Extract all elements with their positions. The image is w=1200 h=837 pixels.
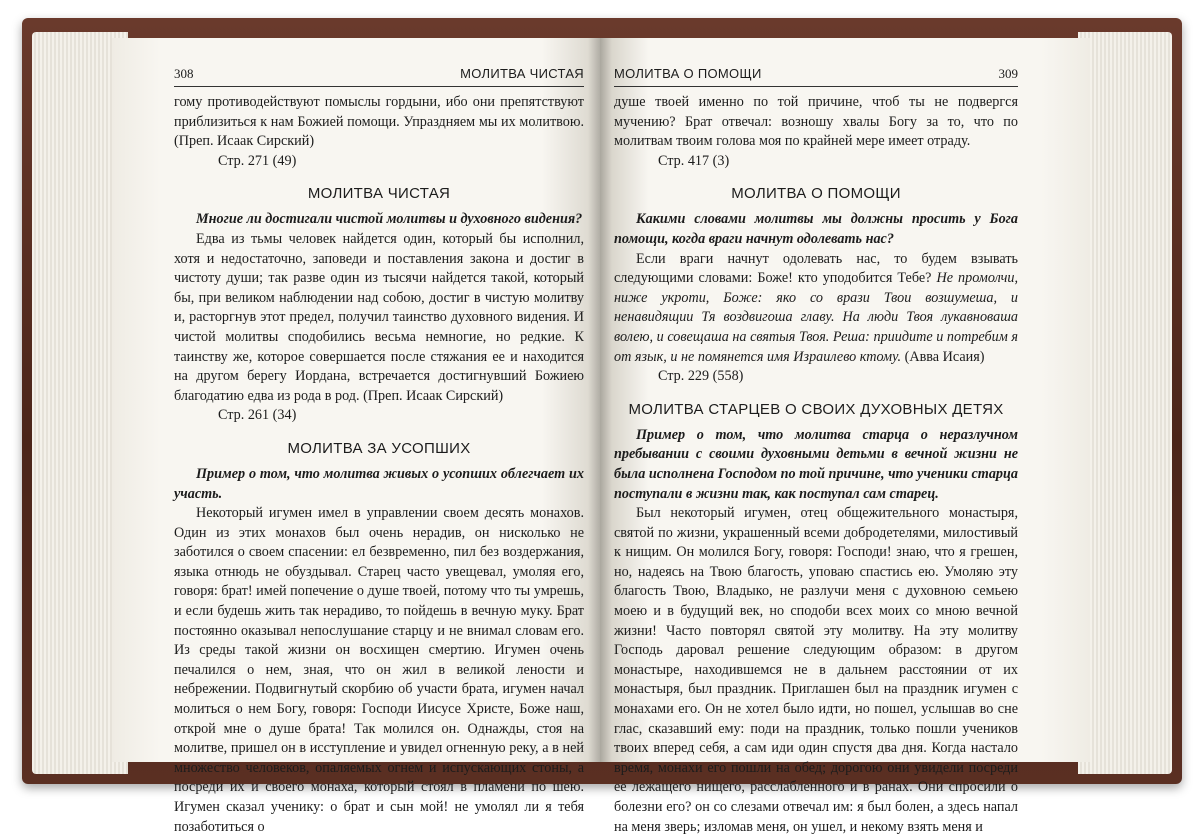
right-body bbox=[614, 93, 1018, 837]
right-running-title: МОЛИТВА О ПОМОЩИ bbox=[614, 66, 762, 81]
left-body bbox=[174, 93, 584, 837]
right-running-head bbox=[614, 66, 1018, 87]
section-text-departed: Некоторый игумен имел в управлении своем десять монахов. Один из этих монахов был очень нерадив, он нисколько не заботился о своем спасении: ел безвременно, пил без воздержания, языка отнюдь не обуздывал. Старец часто увещевал, умоляя его, говоря: брат! имей попечение о душе твоей, потому что ты умрешь, и если будешь жить так нерадиво, то пойдешь в вечную муку. Брат постоянно оказывал непослушание старцу и не внимал словам его. Из среды такой жизни он восхищен смертию. Игумен очень печалился о нем, зная, что он жил в великой лености и небрежении. Подвигнутый скорбию об участи брата, игумен начал молиться о нем Богу, говоря: Господи Иисусе Христе, Боже наш, открой мне о душе брата! Так молился он. Однажды, стоя на молитве, пришел он в исступление и увидел огненную реку, а в ней множество человеков, опаляемых огнем и испускающих стоны, а посреди их и своего монаха, который стоял в пламени по шею. Игумен сказал ученику: о брат и сын мой! не умолял ли я тебя позаботиться о bbox=[174, 505, 584, 835]
right-continuation-ref: Стр. 417 (3) bbox=[658, 152, 730, 169]
left-continuation-ref: Стр. 271 (49) bbox=[218, 152, 297, 169]
left-page bbox=[112, 38, 600, 835]
right-page bbox=[600, 38, 1090, 835]
section-title-pure-prayer: МОЛИТВА ЧИСТАЯ bbox=[307, 185, 451, 203]
left-running-head bbox=[174, 66, 584, 87]
section-text-elders-prayer: Был некоторый игумен, отец общежительного монастыря, святой по жизни, украшенный всеми добродетелями, милостивый к нищим. Он молился Богу, говоря: Господи! знаю, что я грешен, но, надеясь на Твою благость, уповаю спастись ею. Умоляю эту благость Твою, Владыко, не разлучи меня с духовною семьею моею и в будущий век, но сподоби всех моих со мною вечной жизни! Часто повторял святой эту молитву. На эту молитву Господь даровал решение следующим образом: в другом монастыре, находившемся не в дальнем расстоянии от их монастыря, был праздник. Приглашен был на праздник игумен с монахами его. Он не хотел было идти, но пошел, услышав во сне глас, сказавший ему: поди на праздник, только пошли учеников твоих вперед себя, а сам иди один спустя два дня. Когда настало время, монахи его пошли на обед; дорогою они увидели посреди ее лежащего нищего, расслабленного и в ранах. Они спросили о болезни его? он со слезами отвечал им: я был болен, а здесь напал на меня зверь; изломав меня, он ушел, и некому взять меня и bbox=[614, 505, 1018, 835]
left-page-number: 308 bbox=[174, 66, 194, 81]
section-title-departed: МОЛИТВА ЗА УСОПШИХ bbox=[287, 439, 471, 457]
section-ref-pure-prayer: Стр. 261 (34) bbox=[218, 407, 297, 424]
page-edges-right bbox=[1078, 32, 1172, 774]
section-text-pure-prayer: Едва из тьмы человек найдется один, который бы исполнил, хотя и недостаточно, заповеди и поставления закона и достиг в чистоту души; так разве один из тысячи найдется такой, который бы, при великом наблюдении над собою, достиг в чистую молитву и, расторгнув этот предел, получил таинство духовного видения. И чистой молитвы сподобились весьма немногие, но редкие. К таинству же, которое совершается после стяжания ее и находится на другом берегу Иордана, встречается достигнувший Божиею благодатию едва из рода в род. (Преп. Исаак Сирский) bbox=[174, 230, 584, 404]
section-question-elders-prayer: Пример о том, что молитва старца о неразлучном пребывании с своими духовными детьми в вечной жизни не была исполнена Господом по той причине, что ученики старца поступали в жизни так, как поступал сам старец. bbox=[614, 426, 1018, 502]
help-prayer-source: (Авва Исаия) bbox=[904, 348, 985, 365]
help-prayer-psalm-quote: Не промолчи, ниже укроти, Боже: яко со врази Твои возшумеша, и ненавидящии Тя воздвигоша главу. На люди Твоя лукавноваша волею, и совещаша на святыя Твоя. Реша: приидите и потребим я от язык, и не помянется имя Израилево ктому. bbox=[614, 270, 1018, 365]
left-page-content bbox=[174, 66, 584, 837]
section-title-help-prayer: МОЛИТВА О ПОМОЩИ bbox=[731, 185, 901, 203]
section-question-help-prayer: Какими словами молитвы мы должны просить у Бога помощи, когда враги начнут одолевать нас? bbox=[614, 211, 1018, 247]
section-text-help-prayer bbox=[614, 250, 1018, 368]
section-question-departed: Пример о том, что молитва живых о усопших облегчает их участь. bbox=[174, 465, 584, 502]
help-prayer-plain: Если враги начнут одолевать нас, то будем взывать следующими словами: Боже! кто уподобится Тебе? bbox=[614, 250, 1018, 287]
section-question-pure-prayer: Многие ли достигали чистой молитвы и духовного видения? bbox=[196, 211, 583, 228]
left-running-title: МОЛИТВА ЧИСТАЯ bbox=[460, 66, 584, 81]
right-page-content bbox=[614, 66, 1018, 837]
section-ref-help-prayer: Стр. 229 (558) bbox=[658, 368, 744, 385]
section-title-elders-prayer: МОЛИТВА СТАРЦЕВ О СВОИХ ДУХОВНЫХ ДЕТЯХ bbox=[628, 400, 1004, 418]
right-continuation-text: душе твоей именно по той причине, чтоб ты не подвергся мучению? Брат отвечал: возношу хвалы Богу за то, что по молитвам твоим голова моя по крайней мере имеет отраду. bbox=[614, 94, 1018, 150]
right-page-number: 309 bbox=[998, 66, 1018, 81]
left-continuation-text: гому противодействуют помыслы гордыни, ибо они препятствуют приблизиться к нам Божией помощи. Упраздняем мы их молитвою. (Преп. Исаак Сирский) bbox=[174, 94, 584, 150]
